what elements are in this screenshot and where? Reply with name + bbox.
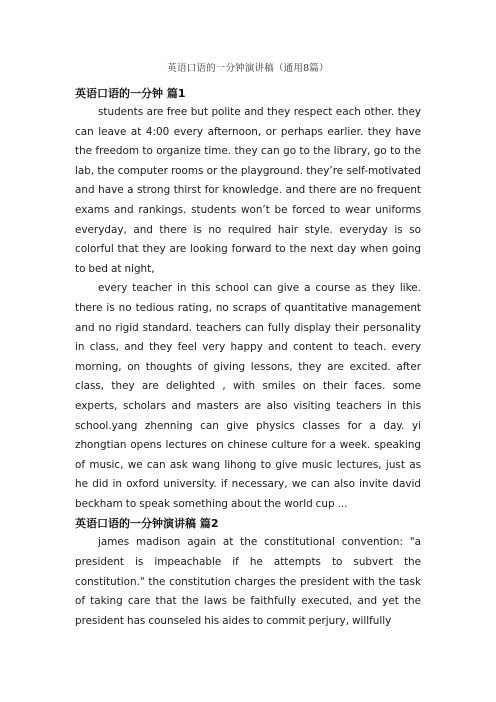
document-title: 英语口语的一分钟演讲稿（通用8篇） [167, 63, 329, 74]
paragraph: students are free but polite and they respect each other. they can leave at 4:00 every afternoon, or perhaps earlier. they have the freedom to organize time. they can go to the library, go to the lab, the computer rooms or the playground. they’re self-motivated and have a strong thirst for knowledge. and there are no frequent exams and rankings. students won’t be forced to wear uniforms everyday, and there is no required hair style. everyday is so colorful that they are looking forward to the next day when going to bed at night, [75, 106, 421, 275]
section-2 [75, 514, 421, 631]
section-heading: 英语口语的一分钟演讲稿 篇2 [75, 517, 219, 531]
paragraph: every teacher in this school can give a course as they like. there is no tedious rating, no scraps of quantitative management and no rigid standard. teachers can fully display their personality in class, and they feel very happy and content to teach. every morning, on thoughts of giving lessons, they are excited. after class, they are delighted , with smiles on their faces. some experts, scholars and masters are also visiting teachers in this school.yang zhenning can give physics classes for a day. yi zhongtian opens lectures on chinese culture for a week. speaking of music, we can ask wang lihong to give music lectures, just as he did in oxford university. if necessary, we can also invite david beckham to speak something about the world cup ... [75, 282, 421, 510]
section-heading: 英语口语的一分钟 篇1 [75, 87, 186, 100]
section-1 [75, 84, 421, 514]
paragraph: james madison again at the constitutional convention: "a president is impeachable if he attempts to subvert the constitution." the constitution charges the president with the task of taking care that the laws be faithfully executed, and yet the president has counseled his aides to commit perjury, willfully [75, 536, 421, 627]
document-body [75, 84, 421, 631]
